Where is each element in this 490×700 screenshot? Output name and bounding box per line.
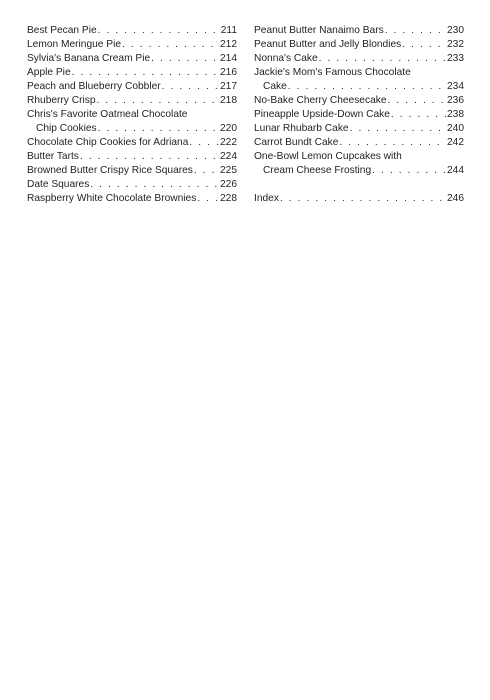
toc-entry[interactable]	[254, 122, 464, 136]
toc-entry-page: 240	[447, 123, 464, 134]
toc-entry-page: 226	[220, 179, 237, 190]
toc-entry[interactable]	[27, 66, 237, 80]
toc-entry-title-line1[interactable]: Chris's Favorite Oatmeal Chocolate	[27, 109, 188, 120]
dot-leader	[288, 80, 446, 94]
toc-entry-page: 233	[447, 53, 464, 64]
dot-leader	[402, 38, 446, 52]
toc-entry-title: Date Squares	[27, 179, 90, 190]
toc-entry[interactable]	[27, 178, 237, 192]
toc-entry-title-line1[interactable]: One-Bowl Lemon Cupcakes with	[254, 151, 402, 162]
toc-entry[interactable]	[254, 108, 464, 122]
toc-entry-title: Butter Tarts	[27, 151, 79, 162]
toc-entry-page: 234	[447, 81, 464, 92]
toc-entry-title: Best Pecan Pie	[27, 25, 97, 36]
toc-entry-page: 246	[447, 193, 464, 204]
toc-entry-title: Lunar Rhubarb Cake	[254, 123, 349, 134]
toc-entry-title: Chocolate Chip Cookies for Adriana	[27, 137, 189, 148]
toc-entry-page: 224	[220, 151, 237, 162]
toc-entry-page: 236	[447, 95, 464, 106]
toc-entry-page: 217	[220, 81, 237, 92]
toc-entry[interactable]	[27, 122, 237, 136]
dot-leader	[97, 94, 219, 108]
dot-leader	[194, 164, 219, 178]
dot-leader	[319, 52, 446, 66]
toc-entry-page: 238	[447, 109, 464, 120]
toc-entry-page: 232	[447, 39, 464, 50]
toc-entry-title-line2: Cream Cheese Frosting	[263, 165, 372, 176]
dot-leader	[339, 136, 446, 150]
dot-leader	[372, 164, 446, 178]
toc-entry[interactable]	[27, 24, 237, 38]
dot-leader	[162, 80, 219, 94]
dot-leader	[122, 38, 219, 52]
toc-entry-title: Peanut Butter and Jelly Blondies	[254, 39, 402, 50]
toc-entry-title: Index	[254, 193, 279, 204]
toc-entry[interactable]	[27, 52, 237, 66]
toc-entry-title: Rhuberry Crisp	[27, 95, 96, 106]
dot-leader	[98, 24, 220, 38]
dot-leader	[189, 136, 219, 150]
toc-entry-page: 244	[447, 165, 464, 176]
toc-entry-page: 242	[447, 137, 464, 148]
toc-entry-page: 216	[220, 67, 237, 78]
toc-entry[interactable]	[254, 94, 464, 108]
toc-entry[interactable]	[254, 38, 464, 52]
toc-entry-title: Sylvia's Banana Cream Pie	[27, 53, 151, 64]
dot-leader	[72, 66, 219, 80]
dot-leader	[388, 94, 447, 108]
toc-entry-page: 214	[220, 53, 237, 64]
dot-leader	[350, 122, 446, 136]
toc-entry-title-line1[interactable]: Jackie's Mom's Famous Chocolate	[254, 67, 411, 78]
dot-leader	[280, 192, 446, 206]
toc-entry-page: 212	[220, 39, 237, 50]
toc-entry[interactable]	[254, 80, 464, 94]
toc-entry-index[interactable]	[254, 192, 464, 206]
toc-entry-title: Apple Pie	[27, 67, 71, 78]
toc-entry-title: Browned Butter Crispy Rice Squares	[27, 165, 193, 176]
toc-entry-title: No-Bake Cherry Cheesecake	[254, 95, 387, 106]
toc-entry-page: 211	[220, 25, 237, 36]
toc-entry[interactable]	[254, 164, 464, 178]
toc-entry-page: 220	[220, 123, 237, 134]
toc-entry-page: 230	[447, 25, 464, 36]
toc-entry[interactable]	[27, 136, 237, 150]
toc-entry[interactable]	[254, 136, 464, 150]
toc-entry-title-line2: Cake	[263, 81, 287, 92]
dot-leader	[151, 52, 219, 66]
toc-right-column	[254, 24, 464, 206]
dot-leader	[391, 108, 446, 122]
toc-entry[interactable]	[27, 192, 237, 206]
spacer	[254, 178, 464, 192]
toc-entry-page: 222	[220, 137, 237, 148]
toc-entry-title: Raspberry White Chocolate Brownies	[27, 193, 197, 204]
toc-entry-page: 228	[220, 193, 237, 204]
dot-leader	[385, 24, 446, 38]
toc-entry[interactable]	[27, 80, 237, 94]
toc-entry[interactable]	[254, 24, 464, 38]
toc-entry[interactable]	[27, 38, 237, 52]
toc-entry-title: Carrot Bundt Cake	[254, 137, 339, 148]
toc-entry-title: Pineapple Upside-Down Cake	[254, 109, 390, 120]
toc-entry-title: Nonna's Cake	[254, 53, 318, 64]
toc-entry-title: Peach and Blueberry Cobbler	[27, 81, 161, 92]
dot-leader	[80, 150, 219, 164]
dot-leader	[98, 122, 219, 136]
toc-entry-title: Lemon Meringue Pie	[27, 39, 122, 50]
dot-leader	[197, 192, 219, 206]
toc-entry[interactable]	[254, 52, 464, 66]
toc-entry-title-line2: Chip Cookies	[36, 123, 97, 134]
toc-entry-title: Peanut Butter Nanaimo Bars	[254, 25, 384, 36]
toc-entry[interactable]	[27, 94, 237, 108]
dot-leader	[90, 178, 219, 192]
toc-left-column	[27, 24, 237, 206]
toc-entry-page: 218	[220, 95, 237, 106]
toc-entry[interactable]	[27, 150, 237, 164]
toc-entry[interactable]	[27, 164, 237, 178]
toc-entry-page: 225	[220, 165, 237, 176]
